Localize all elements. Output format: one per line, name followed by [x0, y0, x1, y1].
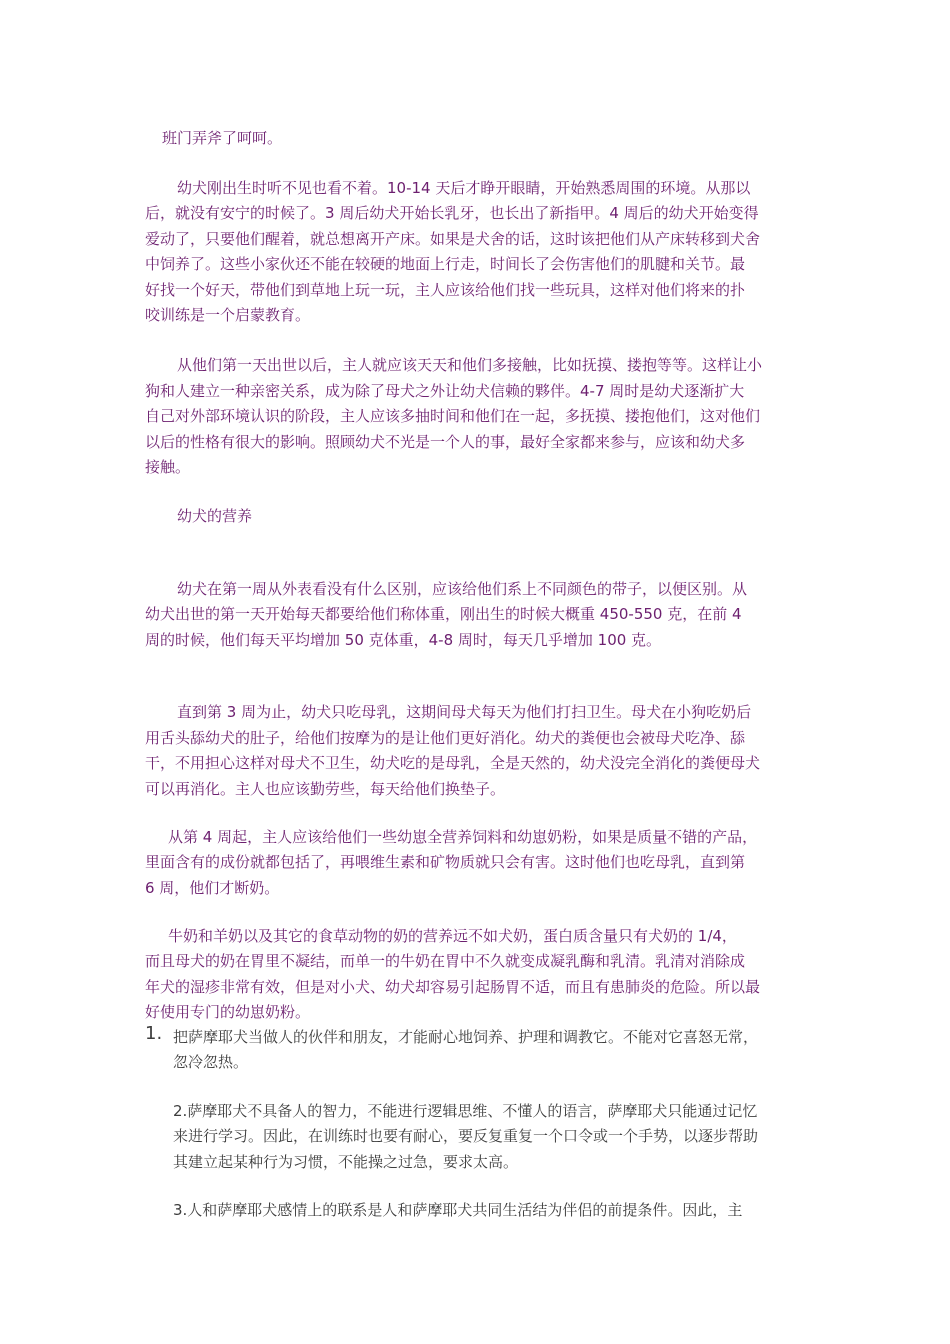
item2-line-3: 其建立起某种行为习惯，不能操之过急，要求太高。 — [173, 1153, 519, 1171]
para6-line-1: 牛奶和羊奶以及其它的食草动物的奶的营养远不如犬奶，蛋白质含量只有犬奶的 1/4， — [168, 927, 737, 945]
para2-line-4: 以后的性格有很大的影响。照顾幼犬不光是一个人的事，最好全家都来参与，应该和幼犬多 — [145, 433, 746, 451]
para4-line-4: 可以再消化。主人也应该勤劳些，每天给他们换垫子。 — [145, 780, 506, 798]
para2-line-2: 狗和人建立一种亲密关系，成为除了母犬之外让幼犬信赖的夥伴。4-7 周时是幼犬逐渐扩大 — [145, 382, 745, 400]
para6-line-4: 好使用专门的幼崽奶粉。 — [145, 1003, 311, 1021]
intro-line: 班门弄斧了呵呵。 — [162, 129, 283, 147]
para6-line-2: 而且母犬的奶在胃里不凝结，而单一的牛奶在胃中不久就变成凝乳酶和乳清。乳清对消除成 — [145, 952, 746, 970]
para1-line-3: 爱动了，只要他们醒着，就总想离开产床。如果是犬舍的话，这时该把他们从产床转移到犬舍 — [145, 230, 761, 248]
para2-line-1: 从他们第一天出世以后，主人就应该天天和他们多接触，比如抚摸、搂抱等等。这样让小 — [177, 356, 763, 374]
para2-line-5: 接触。 — [145, 458, 191, 476]
section-heading: 幼犬的营养 — [177, 507, 253, 525]
para6-line-3: 年犬的湿疹非常有效，但是对小犬、幼犬却容易引起肠胃不适，而且有患肺炎的危险。所以最 — [145, 978, 761, 996]
para4-line-1: 直到第 3 周为止，幼犬只吃母乳，这期间母犬每天为他们打扫卫生。母犬在小狗吃奶后 — [177, 703, 752, 721]
para1-line-6: 咬训练是一个启蒙教育。 — [145, 306, 311, 324]
list-number-1: 1. — [145, 1023, 163, 1044]
para5-line-1: 从第 4 周起，主人应该给他们一些幼崽全营养饲料和幼崽奶粉，如果是质量不错的产品， — [168, 828, 758, 846]
para5-line-3: 6 周，他们才断奶。 — [145, 879, 280, 897]
para4-line-2: 用舌头舔幼犬的肚子，给他们按摩为的是让他们更好消化。幼犬的粪便也会被母犬吃净、舔 — [145, 729, 746, 747]
para1-line-1: 幼犬刚出生时听不见也看不着。10-14 天后才睁开眼睛，开始熟悉周围的环境。从那以 — [177, 179, 751, 197]
item2-line-2: 来进行学习。因此，在训练时也要有耐心，要反复重复一个口令或一个手势，以逐步帮助 — [173, 1127, 759, 1145]
para1-line-5: 好找一个好天，带他们到草地上玩一玩，主人应该给他们找一些玩具，这样对他们将来的扑 — [145, 281, 746, 299]
item1-line-2: 忽冷忽热。 — [173, 1053, 249, 1071]
para3-line-1: 幼犬在第一周从外表看没有什么区别，应该给他们系上不同颜色的带子，以便区别。从 — [177, 580, 748, 598]
para1-line-2: 后，就没有安宁的时候了。3 周后幼犬开始长乳牙，也长出了新指甲。4 周后的幼犬开始变得 — [145, 204, 759, 222]
item1-line-1: 把萨摩耶犬当做人的伙伴和朋友，才能耐心地饲养、护理和调教它。不能对它喜怒无常， — [173, 1028, 759, 1046]
para3-line-3: 周的时候，他们每天平均增加 50 克体重，4-8 周时，每天几乎增加 100 克。 — [145, 631, 662, 649]
para3-line-2: 幼犬出世的第一天开始每天都要给他们称体重，刚出生的时候大概重 450-550 克，在前 4 — [145, 605, 742, 623]
para2-line-3: 自己对外部环境认识的阶段，主人应该多抽时间和他们在一起，多抚摸、搂抱他们，这对他们 — [145, 407, 761, 425]
para1-line-4: 中饲养了。这些小家伙还不能在较硬的地面上行走，时间长了会伤害他们的肌腱和关节。最 — [145, 255, 746, 273]
item3-line-1: 3.人和萨摩耶犬感情上的联系是人和萨摩耶犬共同生活结为伴侣的前提条件。因此，主 — [173, 1201, 743, 1219]
para5-line-2: 里面含有的成份就都包括了，再喂维生素和矿物质就只会有害。这时他们也吃母乳，直到第 — [145, 853, 746, 871]
para4-line-3: 干，不用担心这样对母犬不卫生，幼犬吃的是母乳，全是天然的，幼犬没完全消化的粪便母犬 — [145, 754, 761, 772]
item2-line-1: 2.萨摩耶犬不具备人的智力，不能进行逻辑思维、不懂人的语言，萨摩耶犬只能通过记忆 — [173, 1102, 758, 1120]
